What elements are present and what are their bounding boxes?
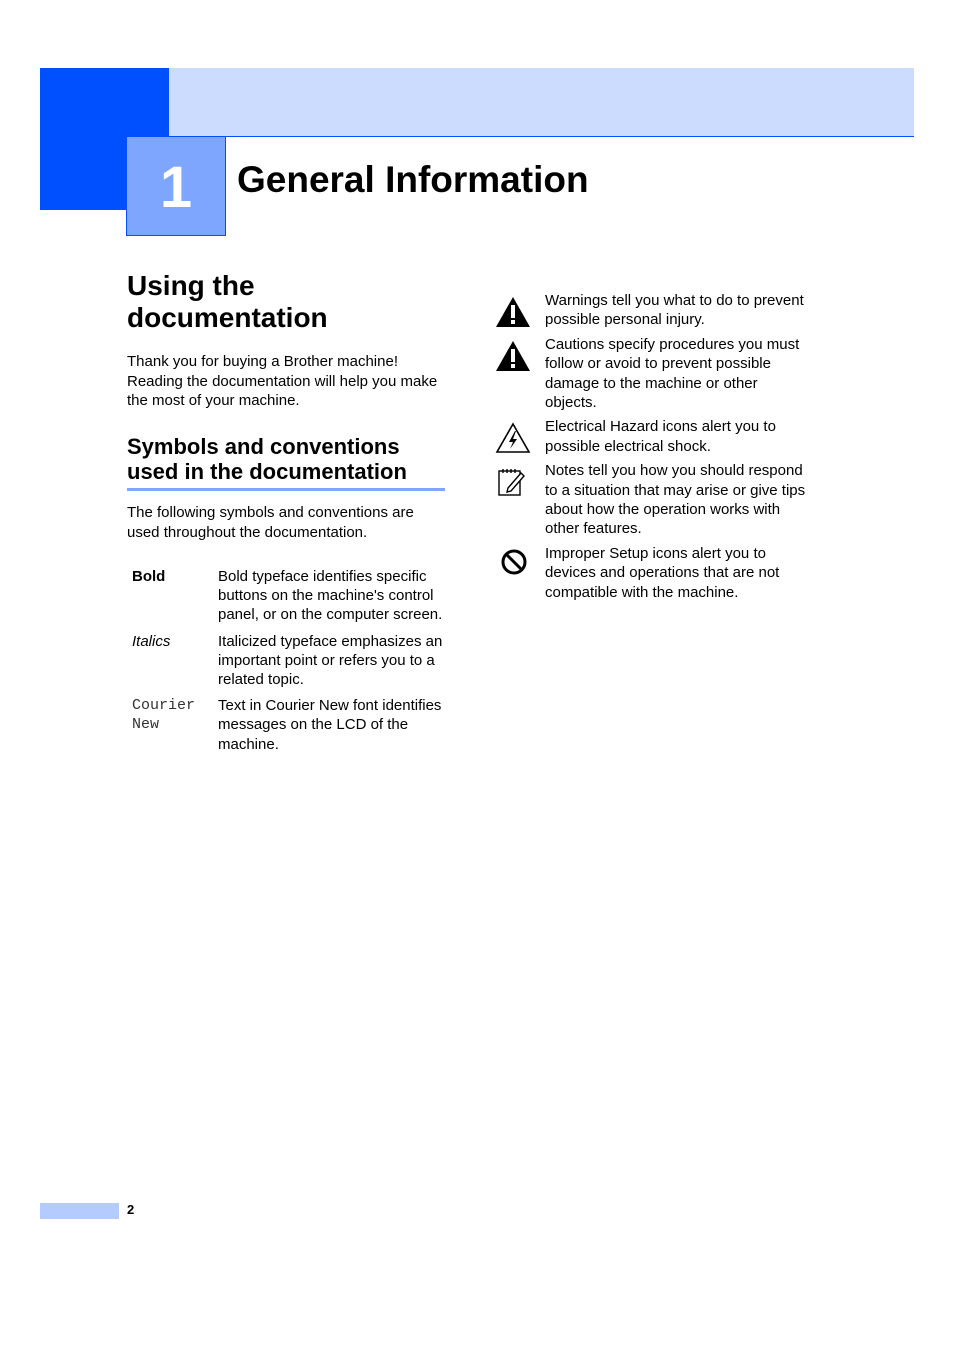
note-text: Electrical Hazard icons alert you to possible electrical shock.	[545, 418, 776, 455]
list-item	[495, 291, 815, 330]
convention-term: Courier New	[132, 697, 196, 734]
note-text: Improper Setup icons alert you to devices and operations that are not compatible with the machine.	[545, 544, 780, 601]
warning-icon	[495, 291, 545, 330]
list-item	[495, 544, 815, 602]
list-item	[495, 417, 815, 456]
convention-term: Bold	[132, 568, 166, 585]
chapter-title: General Information	[237, 159, 589, 200]
prohibited-icon	[495, 544, 545, 602]
table-row	[127, 567, 447, 632]
section-intro: Thank you for buying a Brother machine! Reading the documentation will help you make the most of your machine.	[127, 353, 438, 410]
chapter-header-rule	[169, 136, 914, 137]
note-text: Notes tell you how you should respond to a situation that may arise or give tips about how the operation works with other features.	[545, 462, 806, 538]
symbol-list	[495, 291, 815, 607]
subsection-heading: Symbols and conventions used in the documentation	[127, 434, 445, 491]
convention-description: Italicized typeface emphasizes an important point or refers you to a related topic.	[218, 632, 443, 689]
subsection-intro: The following symbols and conventions are used throughout the documentation.	[127, 504, 414, 541]
note-icon	[495, 461, 545, 539]
note-text: Warnings tell you what to do to prevent possible personal injury.	[545, 292, 804, 329]
list-item	[495, 335, 815, 413]
caution-icon	[495, 335, 545, 413]
table-row	[127, 632, 447, 697]
chapter-number-box	[126, 136, 226, 236]
electrical-hazard-icon	[495, 417, 545, 456]
footer-bar	[40, 1203, 119, 1219]
list-item	[495, 461, 815, 539]
convention-description: Bold typeface identifies specific buttons on the machine's control panel, or on the computer screen.	[218, 568, 443, 624]
conventions-table	[127, 567, 447, 761]
note-text: Cautions specify procedures you must follow or avoid to prevent possible damage to the machine or other objects.	[545, 335, 800, 412]
page-number: 2	[127, 1202, 135, 1217]
section-heading: Using the documentation	[127, 270, 328, 333]
convention-description: Text in Courier New font identifies messages on the LCD of the machine.	[218, 697, 442, 753]
convention-term: Italics	[132, 632, 171, 650]
chapter-number: 1	[159, 155, 193, 220]
table-row	[127, 696, 447, 761]
chapter-header-band	[169, 68, 914, 136]
